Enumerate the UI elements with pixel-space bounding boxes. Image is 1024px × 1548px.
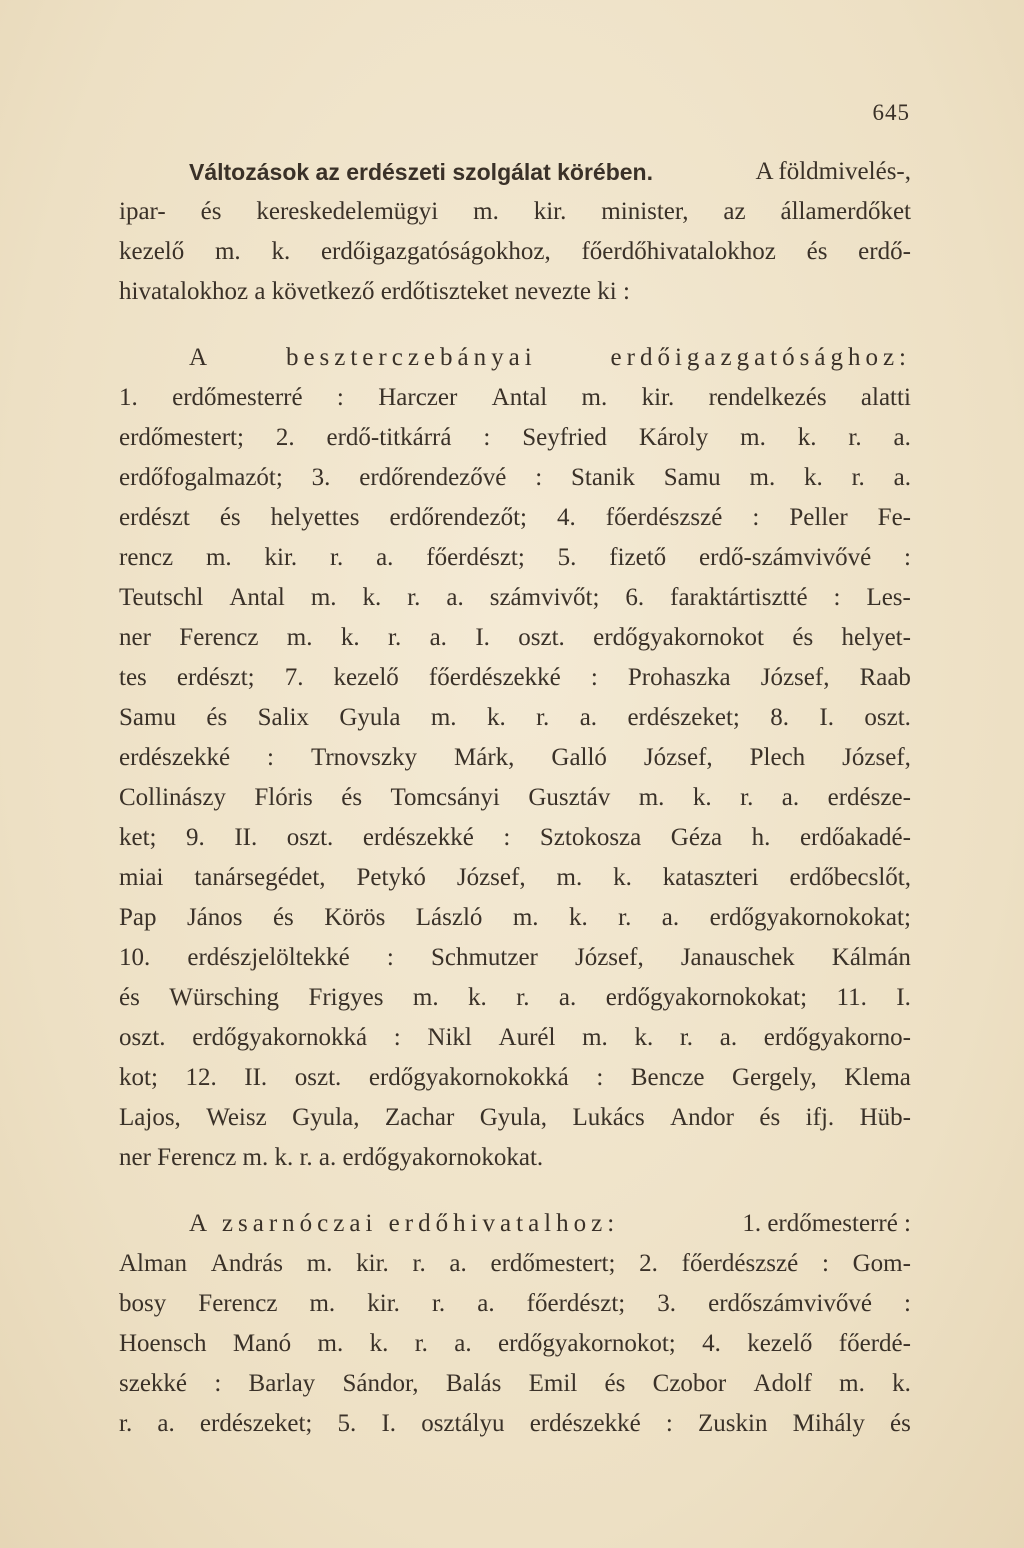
text-line (119, 272, 911, 312)
text-line (119, 978, 911, 1018)
text-line (119, 898, 911, 938)
line-text: bosy Ferencz m. kir. r. a. főerdészt; 3. erdőszámvivővé : (119, 1290, 911, 1317)
line-text: ipar- és kereskedelemügyi m. kir. minister, az államerdőket (119, 198, 911, 225)
text-line (119, 192, 911, 232)
line-text: erdészt és helyettes erdőrendezőt; 4. főerdészszé : Peller Fe- (119, 504, 911, 531)
line-text: kezelő m. k. erdőigazgatóságokhoz, főerdőhivatalokhoz és erdő- (119, 238, 911, 265)
line-text: Alman András m. kir. r. a. erdőmestert; 2. főerdészszé : Gom- (119, 1250, 911, 1277)
line-text: erdészekké : Trnovszky Márk, Galló József, Plech József, (119, 744, 911, 771)
document-body (119, 152, 911, 1444)
text-line (119, 538, 911, 578)
line-text: Collinászy Flóris és Tomcsányi Gusztáv m. k. r. a. erdésze- (119, 784, 911, 811)
office-heading: A beszterczebányai erdőigazgatósághoz: (189, 344, 911, 371)
line-text: Pap János és Körös László m. k. r. a. erdőgyakornokokat; (119, 904, 911, 931)
line-text: ner Ferencz m. k. r. a. I. oszt. erdőgyakornokot és helyet- (119, 624, 911, 651)
text-line (119, 1364, 911, 1404)
text-line (119, 578, 911, 618)
section-heading: Változások az erdészeti szolgálat körében. (189, 159, 653, 185)
line-text: erdőmestert; 2. erdő-titkárrá : Seyfried Károly m. k. r. a. (119, 424, 911, 451)
line-text: Samu és Salix Gyula m. k. r. a. erdészeket; 8. I. oszt. (119, 704, 911, 731)
line-text: 10. erdészjelöltekké : Schmutzer József, Janauschek Kálmán (119, 944, 911, 971)
text-line (119, 938, 911, 978)
line-text: r. a. erdészeket; 5. I. osztályu erdészekké : Zuskin Mihály és (119, 1410, 911, 1437)
text-line (119, 1204, 911, 1244)
paragraph (119, 338, 911, 1178)
text-line (119, 1138, 911, 1178)
office-heading: A zsarnóczai erdőhivatalhoz: (189, 1210, 620, 1237)
text-line (119, 1244, 911, 1284)
line-text: és Würsching Frigyes m. k. r. a. erdőgyakornokokat; 11. I. (119, 984, 911, 1011)
text-line (119, 778, 911, 818)
paragraph-gap (119, 1178, 911, 1204)
paragraph (119, 1204, 911, 1444)
line-text: oszt. erdőgyakornokká : Nikl Aurél m. k. r. a. erdőgyakorno- (119, 1024, 911, 1051)
line-text: ner Ferencz m. k. r. a. erdőgyakornokokat. (119, 1144, 544, 1171)
text-line (119, 658, 911, 698)
line-text: ket; 9. II. oszt. erdészekké : Sztokosza Géza h. erdőakadé- (119, 824, 911, 851)
text-line (119, 378, 911, 418)
line-text: Lajos, Weisz Gyula, Zachar Gyula, Lukács Andor és ifj. Hüb- (119, 1104, 911, 1131)
line-text: Teutschl Antal m. k. r. a. számvivőt; 6. faraktártisztté : Les- (119, 584, 911, 611)
line-text: 1. erdőmesterré : Harczer Antal m. kir. rendelkezés alatti (119, 384, 911, 411)
text-line (119, 1284, 911, 1324)
text-line (119, 618, 911, 658)
line-text: Hoensch Manó m. k. r. a. erdőgyakornokot; 4. kezelő főerdé- (119, 1330, 911, 1357)
text-line (119, 1018, 911, 1058)
page-number: 645 (872, 100, 910, 125)
text-line (119, 858, 911, 898)
text-line (119, 152, 911, 192)
text-line (119, 1058, 911, 1098)
line-text: rencz m. kir. r. a. főerdészt; 5. fizető erdő-számvivővé : (119, 544, 911, 571)
line-text: miai tanársegédet, Petykó József, m. k. kataszteri erdőbecslőt, (119, 864, 911, 891)
paragraph-gap (119, 312, 911, 338)
text-line (119, 1404, 911, 1444)
text-line (119, 232, 911, 272)
line-text: kot; 12. II. oszt. erdőgyakornokokká : Bencze Gergely, Klema (119, 1064, 911, 1091)
text-line (119, 698, 911, 738)
text-line (119, 738, 911, 778)
text-line (119, 338, 911, 378)
paragraph (119, 152, 911, 312)
text-line (119, 458, 911, 498)
line-text: 1. erdőmesterré : (736, 1210, 911, 1237)
text-line (119, 418, 911, 458)
line-text: hivatalokhoz a következő erdőtiszteket nevezte ki : (119, 278, 630, 305)
text-line (119, 818, 911, 858)
text-line (119, 498, 911, 538)
line-text: erdőfogalmazót; 3. erdőrendezővé : Stanik Samu m. k. r. a. (119, 464, 911, 491)
text-line (119, 1324, 911, 1364)
line-text: A földmivelés-, (750, 158, 911, 185)
line-text: tes erdészt; 7. kezelő főerdészekké : Prohaszka József, Raab (119, 664, 911, 691)
line-text: szekké : Barlay Sándor, Balás Emil és Czobor Adolf m. k. (119, 1370, 911, 1397)
text-line (119, 1098, 911, 1138)
